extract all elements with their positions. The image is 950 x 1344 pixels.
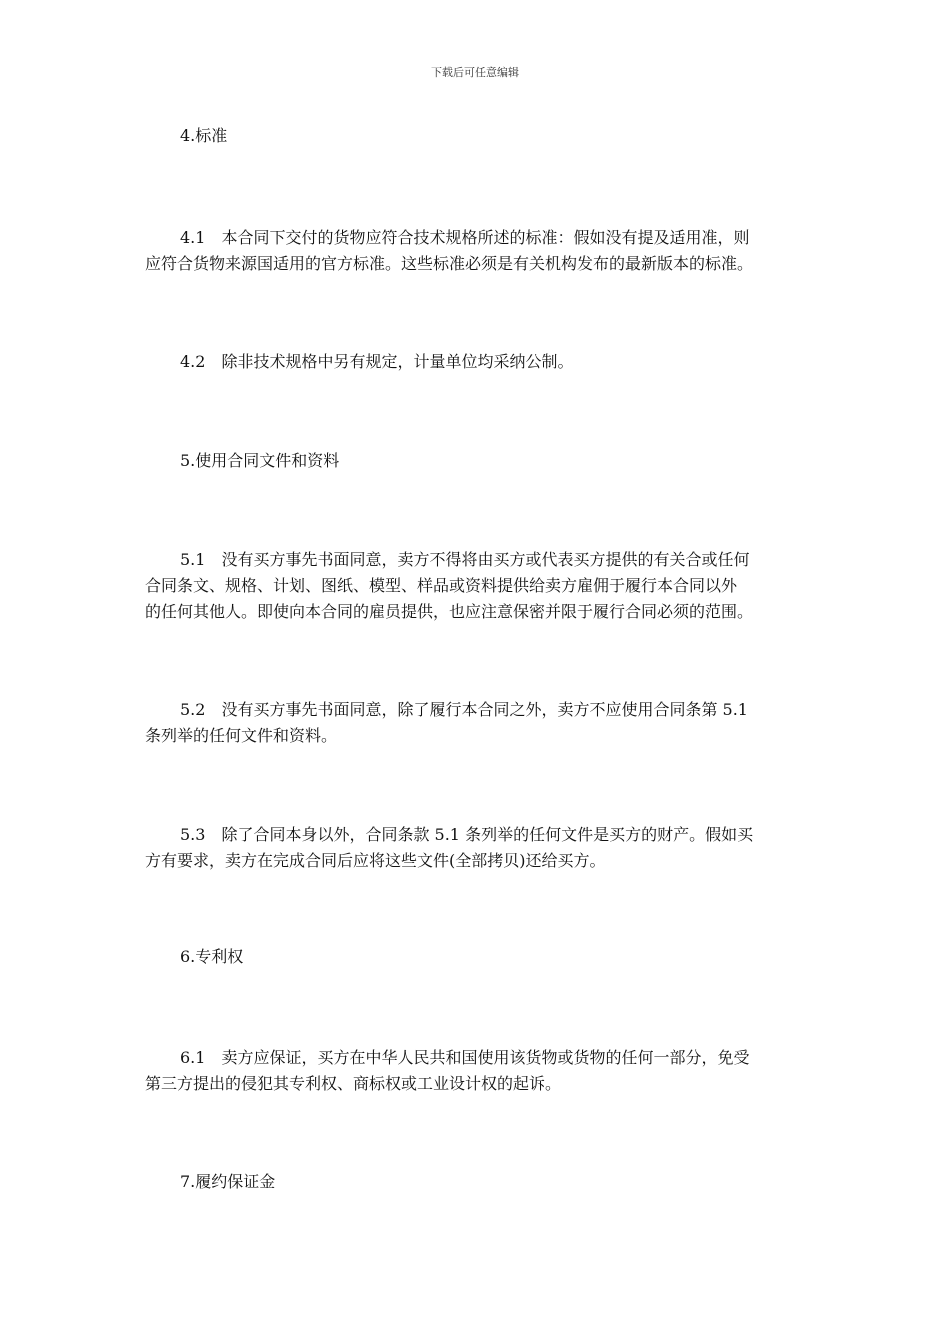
clause-4-1-line-1: 4.1 本合同下交付的货物应符合技术规格所述的标准：假如没有提及适用准，则 (180, 228, 750, 247)
clause-6-1-line-2: 第三方提出的侵犯其专利权、商标权或工业设计权的起诉。 (145, 1074, 562, 1093)
clause-5-1-line-3: 的任何其他人。即使向本合同的雇员提供，也应注意保密并限于履行合同必须的范围。 (145, 602, 754, 621)
clause-5-2-line-1: 5.2 没有买方事先书面同意，除了履行本合同之外，卖方不应使用合同条第 5.1 (180, 700, 748, 719)
clause-5-2 (145, 697, 807, 749)
clause-5-1-line-1: 5.1 没有买方事先书面同意，卖方不得将由买方或代表买方提供的有关合或任何 (180, 550, 750, 569)
clause-5-3-line-2: 方有要求，卖方在完成合同后应将这些文件(全部拷贝)还给买方。 (145, 851, 606, 870)
clause-6-1 (145, 1045, 807, 1097)
clause-4-2 (145, 349, 807, 375)
clause-4-1-line-2: 应符合货物来源国适用的官方标准。这些标准必须是有关机构发布的最新版本的标准。 (145, 254, 754, 273)
clause-5-2-line-2: 条列举的任何文件和资料。 (145, 726, 338, 745)
clause-6-1-line-1: 6.1 卖方应保证，买方在中华人民共和国使用该货物或货物的任何一部分，免受 (180, 1048, 750, 1067)
clause-4-2-line-1: 4.2 除非技术规格中另有规定，计量单位均采纳公制。 (180, 352, 574, 371)
page-header: 下载后可任意编辑 (431, 66, 519, 79)
clause-4-1 (145, 225, 807, 277)
section-4-heading: 4.标准 (180, 126, 228, 145)
clause-5-1 (145, 547, 807, 625)
section-5-heading: 5.使用合同文件和资料 (180, 451, 340, 470)
section-7-heading: 7.履约保证金 (180, 1172, 276, 1191)
clause-5-3-line-1: 5.3 除了合同本身以外，合同条款 5.1 条列举的任何文件是买方的财产。假如买 (180, 825, 754, 844)
section-6-heading: 6.专利权 (180, 947, 244, 966)
clause-5-1-line-2: 合同条文、规格、计划、图纸、模型、样品或资料提供给卖方雇佣于履行本合同以外 (145, 576, 738, 595)
clause-5-3 (145, 822, 807, 874)
